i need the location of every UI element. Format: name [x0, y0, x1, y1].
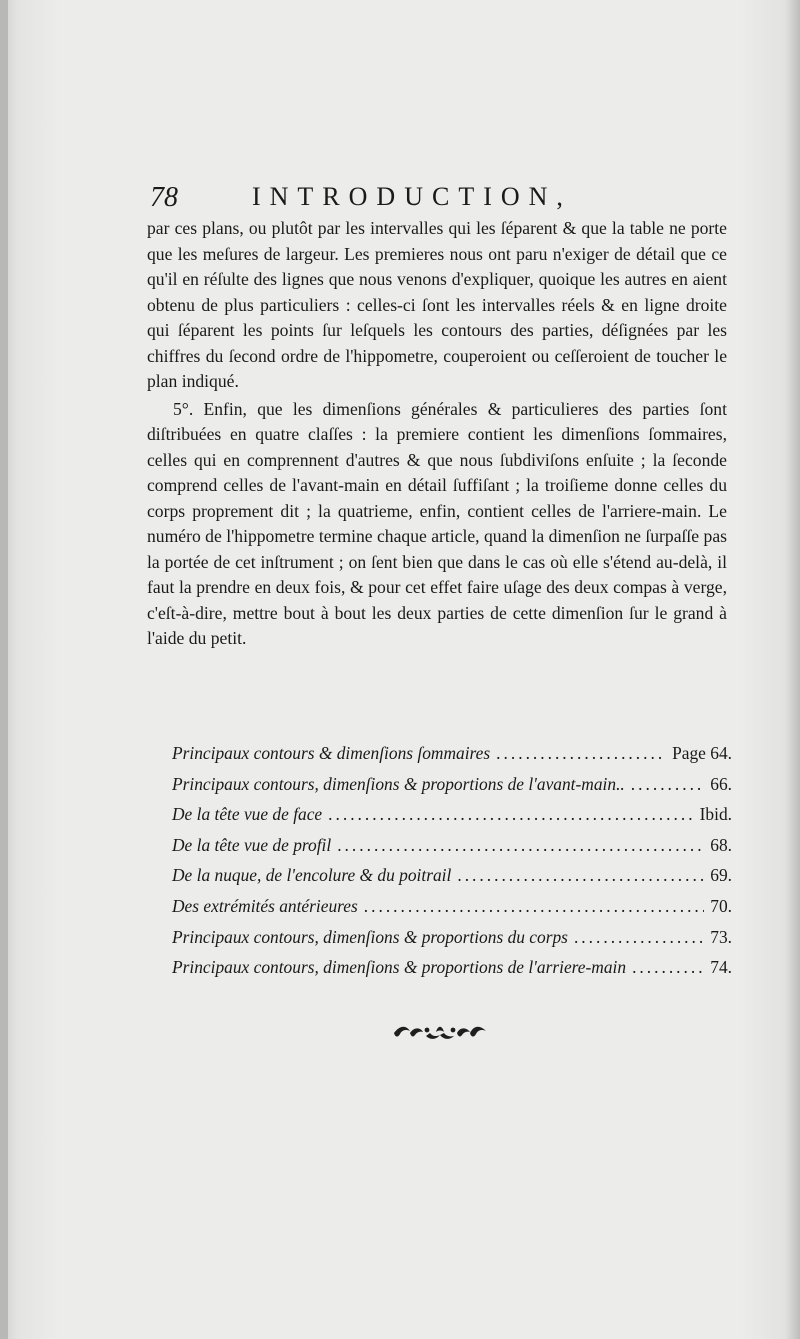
toc-entry: [172, 865, 732, 896]
toc-entry: [172, 835, 732, 866]
paragraph: par ces plans, ou plutôt par les intervalles qui les ſéparent & que la table ne porte que les meſures de largeur. Les premieres nous ont paru n'exiger de détail que ce qu'il en réſulte des lignes que nous venons d'expliquer, quoique les autres en aient obtenu de plus particuliers : celles-ci ſont les intervalles réels & en ligne droite qui ſéparent les points ſur leſquels les contours des parties, déſignées par les chiffres du ſecond ordre de l'hippometre, couperoient ou ceſſeroient de toucher le plan indiqué.: [147, 218, 727, 391]
dot-leader: [574, 927, 704, 948]
toc-entry: [172, 957, 732, 988]
dot-leader: [328, 804, 693, 825]
page-gutter: [0, 0, 8, 1339]
toc-entry-title: Principaux contours, dimenſions & proportions de l'arriere-main: [172, 957, 627, 978]
toc-entry-page: Ibid.: [699, 804, 732, 825]
toc-entry-title: De la tête vue de face: [172, 804, 323, 825]
toc-entry: [172, 927, 732, 958]
toc-entry: [172, 804, 732, 835]
dot-leader: [364, 896, 704, 917]
toc-entry-page: 69.: [710, 865, 732, 886]
toc-entry-page: Page 64.: [672, 743, 732, 763]
toc-entry-title: Principaux contours, dimenſions & proportions de l'avant-main..: [172, 773, 625, 794]
toc-entry-title: Principaux contours, dimenſions & proportions du corps: [172, 926, 568, 947]
toc-entry-title: Des extrémités antérieures: [172, 895, 358, 916]
dot-leader: [631, 774, 704, 795]
dot-leader: [337, 835, 704, 856]
toc-entry-page: 68.: [710, 834, 732, 855]
paragraph: 5°. Enfin, que les dimenſions générales & particulieres des parties ſont diſtribuées en quatre claſſes : la premiere contient les dimenſions ſommaires, celles qui en comprennent d'autres & que nous ſubdiviſons enſuite ; la ſeconde comprend celles de l'avant-main en détail ſuffiſant ; la troiſieme donne celles du corps proprement dit ; la quatrieme, enfin, contient celles de l'arriere-main. Le numéro de l'hippometre termine chaque article, quand la dimenſion ne ſurpaſſe pas la portée de cet inſtrument ; on ſent bien que dans le cas où elle s'étend au-delà, il faut la prendre en deux fois, & pour cet effet faire uſage des deux compas à verge, c'eſt-à-dire, mettre bout à bout les deux parties de cette dimenſion ſur le grand à l'aide du petit.: [147, 398, 727, 648]
toc-entry: [172, 774, 732, 805]
table-of-contents: [172, 743, 732, 988]
toc-entry-page: 66.: [710, 773, 732, 794]
toc-entry: [172, 743, 732, 774]
dot-leader: [632, 957, 704, 978]
toc-entry-title: Principaux contours & dimenſions ſommaires: [172, 743, 491, 763]
toc-entry-title: De la tête vue de profil: [172, 834, 332, 855]
toc-entry: [172, 896, 732, 927]
floral-fleuron-icon: [392, 1022, 488, 1044]
dot-leader: [496, 743, 666, 764]
toc-entry-page: 73.: [710, 926, 732, 947]
toc-entry-page: 74.: [710, 957, 732, 978]
chapter-title: INTRODUCTION,: [252, 182, 572, 211]
page-number: 78: [150, 182, 178, 213]
dot-leader: [457, 865, 704, 886]
running-head: [150, 180, 730, 214]
toc-entry-page: 70.: [710, 895, 732, 916]
toc-entry-title: De la nuque, de l'encolure & du poitrail: [172, 865, 452, 886]
body-text: [147, 216, 727, 652]
